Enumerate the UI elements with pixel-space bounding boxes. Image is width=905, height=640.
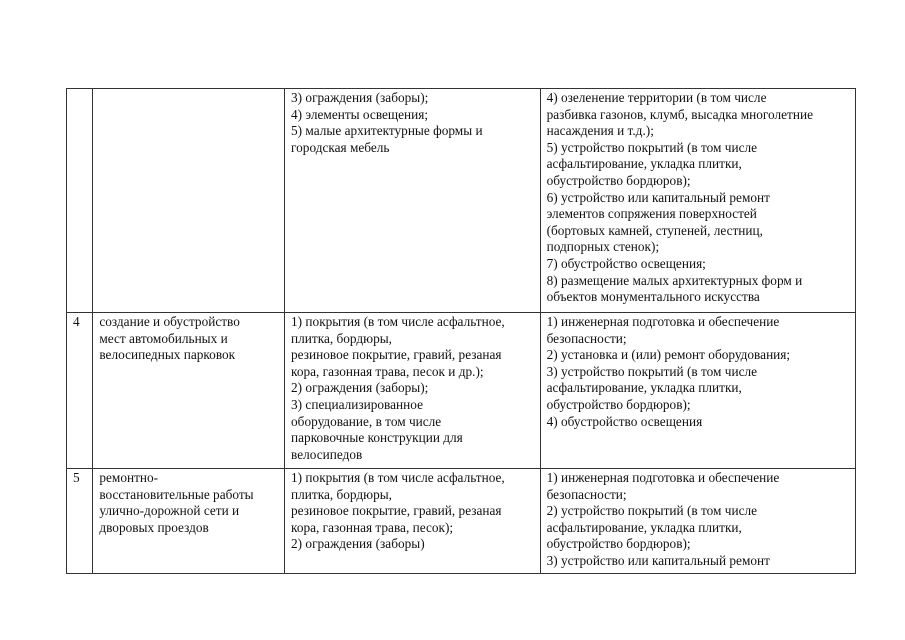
text-line: обустройство бордюров); — [546, 536, 691, 552]
table-row — [67, 89, 856, 313]
works-table — [66, 88, 856, 574]
minimum-list-cell — [285, 469, 541, 574]
table-row — [67, 313, 856, 469]
text-line: плитка, бордюры, — [291, 330, 393, 346]
text-line: 1) инженерная подготовка и обеспечение — [546, 314, 780, 329]
text-line: (бортовых камней, ступеней, лестниц, — [546, 222, 763, 238]
text-line: велосипедов — [291, 446, 363, 462]
text-line: обустройство бордюров); — [546, 172, 691, 188]
text-line: 2) ограждения (заборы) — [291, 536, 425, 552]
text-line: безопасности; — [546, 330, 627, 346]
text-line: дворовых проездов — [99, 519, 209, 535]
text-line: улично-дорожной сети и — [99, 503, 240, 519]
text-line: парковочные конструкции для — [291, 430, 463, 446]
row-number-cell: 4 — [67, 313, 93, 469]
text-line: 1) покрытия (в том числе асфальтное, — [291, 314, 505, 329]
table-row — [67, 469, 856, 574]
text-line: кора, газонная трава, песок); — [291, 519, 454, 535]
text-line: асфальтирование, укладка плитки, — [546, 156, 742, 172]
text-line: создание и обустройство — [99, 314, 240, 329]
additional-list-cell — [540, 469, 855, 574]
text-line: 4) озеленение территории (в том числе — [546, 90, 767, 105]
text-line: подпорных стенок); — [546, 239, 660, 255]
additional-list-cell — [540, 313, 855, 469]
text-line: асфальтирование, укладка плитки, — [546, 380, 742, 396]
text-line: асфальтирование, укладка плитки, — [546, 519, 742, 535]
text-line: 3) устройство или капитальный ремонт — [546, 552, 770, 568]
row-number-cell: 5 — [67, 469, 93, 574]
text-line: восстановительные работы — [99, 486, 254, 502]
minimum-list-cell — [285, 313, 541, 469]
text-line: 2) установка и (или) ремонт оборудования; — [546, 347, 791, 363]
text-line: 1) покрытия (в том числе асфальтное, — [291, 470, 505, 485]
text-line: 4) элементы освещения; — [291, 106, 429, 122]
text-line: 3) устройство покрытий (в том числе — [546, 363, 758, 379]
text-line: 3) специализированное — [291, 396, 423, 412]
additional-list-cell — [540, 89, 855, 313]
work-type-cell — [93, 313, 285, 469]
text-line: 6) устройство или капитальный ремонт — [546, 189, 770, 205]
text-line: 3) ограждения (заборы); — [291, 90, 429, 105]
text-line: резиновое покрытие, гравий, резаная — [291, 503, 502, 519]
text-line: 5) устройство покрытий (в том числе — [546, 139, 758, 155]
text-line: обустройство бордюров); — [546, 396, 691, 412]
text-line: объектов монументального искусства — [546, 289, 760, 305]
text-line: 1) инженерная подготовка и обеспечение — [546, 470, 780, 485]
text-line: 4) обустройство освещения — [546, 413, 703, 429]
text-line: оборудование, в том числе — [291, 413, 442, 429]
text-line: насаждения и т.д.); — [546, 123, 654, 139]
text-line: 2) устройство покрытий (в том числе — [546, 503, 758, 519]
work-type-cell — [93, 469, 285, 574]
text-line: 8) размещение малых архитектурных форм и — [546, 272, 803, 288]
text-line: 5) малые архитектурные формы и — [291, 123, 483, 139]
text-line: 2) ограждения (заборы); — [291, 380, 429, 396]
text-line: велосипедных парковок — [99, 347, 236, 363]
text-line: ремонтно- — [99, 470, 159, 485]
text-line: кора, газонная трава, песок и др.); — [291, 363, 484, 379]
text-line: мест автомобильных и — [99, 330, 228, 346]
text-line: разбивка газонов, клумб, высадка многолетние — [546, 106, 813, 122]
text-line: городская мебель — [291, 139, 390, 155]
row-number-cell — [67, 89, 93, 313]
text-line: элементов сопряжения поверхностей — [546, 206, 757, 222]
text-line: безопасности; — [546, 486, 627, 502]
text-line: 7) обустройство освещения; — [546, 255, 706, 271]
text-line: резиновое покрытие, гравий, резаная — [291, 347, 502, 363]
minimum-list-cell — [285, 89, 541, 313]
text-line: плитка, бордюры, — [291, 486, 393, 502]
work-type-cell — [93, 89, 285, 313]
